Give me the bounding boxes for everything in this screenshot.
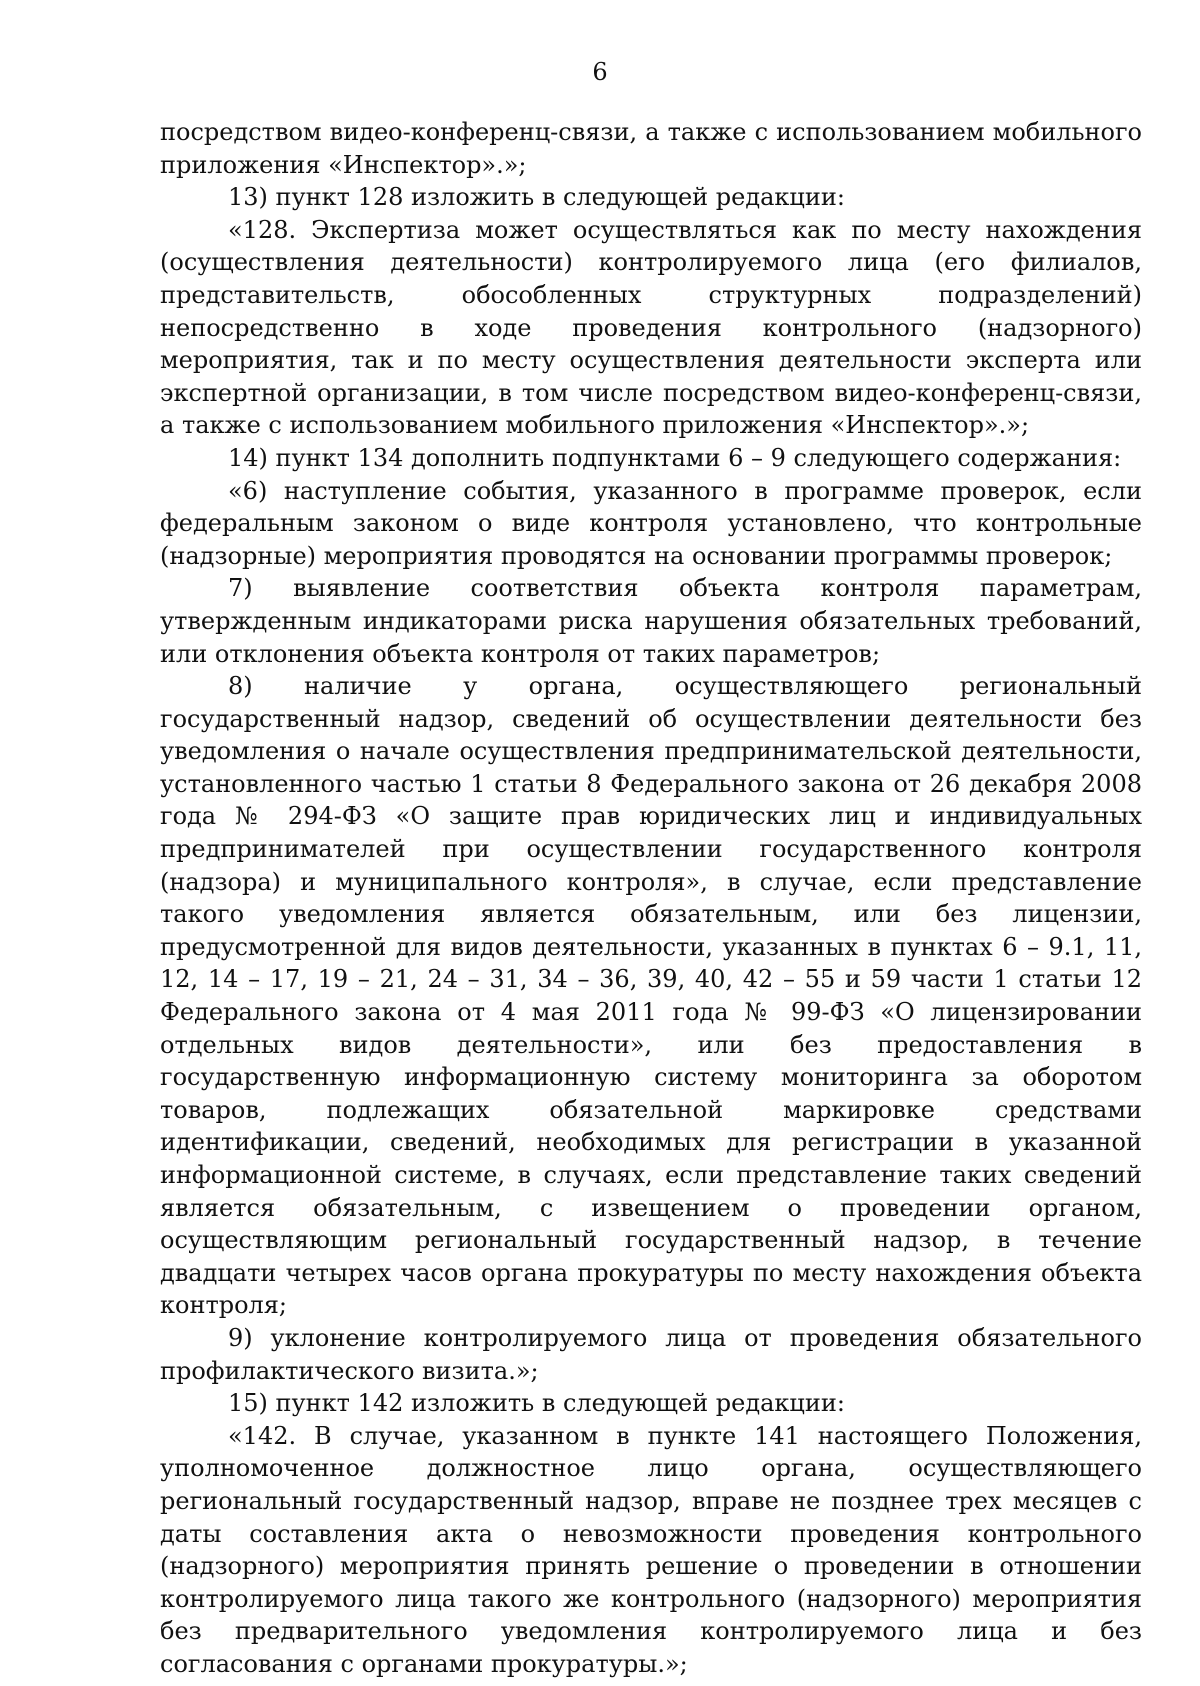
paragraph: «128. Экспертиза может осуществляться как по месту нахождения (осуществления деятельности) контролируемого лица (его филиалов, представительств, обособленных структурных подразделений) непосредственно в ходе проведения контрольного (надзорного) мероприятия, так и по месту осуществления деятельности эксперта или экспертной организации, в том числе посредством видео-конференц-связи, а также с использованием мобильного приложения «Инспектор».»; bbox=[160, 215, 1142, 440]
document-body bbox=[160, 116, 1142, 1681]
paragraph: 8) наличие у органа, осуществляющего региональный государственный надзор, сведений об осуществлении деятельности без уведомления о начале осуществления предпринимательской деятельности, установленного частью 1 статьи 8 Федерального закона от 26 декабря 2008 года № 294-ФЗ «О защите прав юридических лиц и индивидуальных предпринимателей при осуществлении государственного контроля (надзора) и муниципального контроля», в случае, если представление такого уведомления является обязательным, или без лицензии, предусмотренной для видов деятельности, указанных в пунктах 6 – 9.1, 11, 12, 14 – 17, 19 – 21, 24 – 31, 34 – 36, 39, 40, 42 – 55 и 59 части 1 статьи 12 Федерального закона от 4 мая 2011 года № 99-ФЗ «О лицензировании отдельных видов деятельности», или без предоставления в государственную информационную систему мониторинга за оборотом товаров, подлежащих обязательной маркировке средствами идентификации, сведений, необходимых для регистрации в указанной информационной системе, в случаях, если представление таких сведений является обязательным, с извещением о проведении органом, осуществляющим региональный государственный надзор, в течение двадцати четырех часов органа прокуратуры по месту нахождения объекта контроля; bbox=[160, 672, 1142, 1320]
paragraph: «142. В случае, указанном в пункте 141 настоящего Положения, уполномоченное должностное лицо органа, осуществляющего региональный государственный надзор, вправе не позднее трех месяцев с даты составления акта о невозможности проведения контрольного (надзорного) мероприятия принять решение о проведении в отношении контролируемого лица такого же контрольного (надзорного) мероприятия без предварительного уведомления контролируемого лица и без согласования с органами прокуратуры.»; bbox=[160, 1421, 1142, 1678]
paragraph: «6) наступление события, указанного в программе проверок, если федеральным законом о виде контроля установлено, что контрольные (надзорные) мероприятия проводятся на основании программы проверок; bbox=[160, 476, 1142, 570]
paragraph: 15) пункт 142 изложить в следующей редакции: bbox=[228, 1389, 845, 1418]
paragraph: 14) пункт 134 дополнить подпунктами 6 – 9 следующего содержания: bbox=[228, 443, 1122, 472]
paragraph: 9) уклонение контролируемого лица от проведения обязательного профилактического визита.»; bbox=[160, 1323, 1142, 1385]
paragraph: 13) пункт 128 изложить в следующей редакции: bbox=[228, 183, 845, 212]
paragraph: посредством видео-конференц-связи, а также с использованием мобильного приложения «Инспектор».»; bbox=[160, 118, 1142, 179]
paragraph: 7) выявление соответствия объекта контроля параметрам, утвержденным индикаторами риска нарушения обязательных требований, или отклонения объекта контроля от таких параметров; bbox=[160, 574, 1142, 668]
page-number: 6 bbox=[592, 58, 608, 86]
